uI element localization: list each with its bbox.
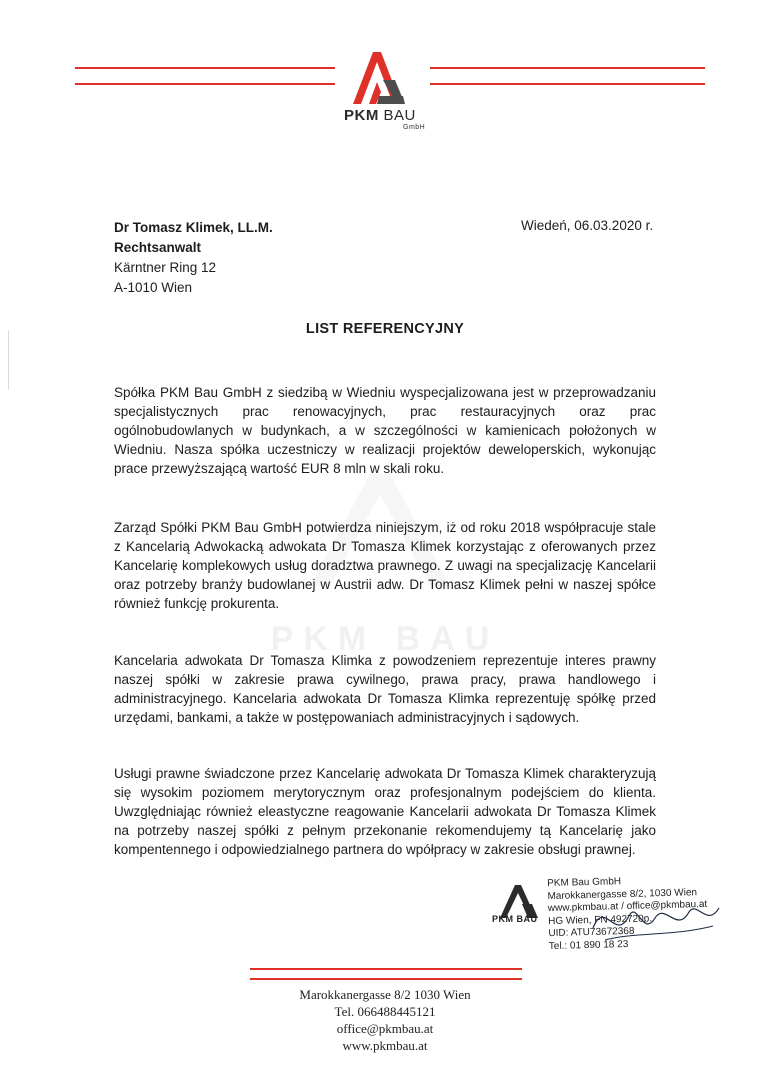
footer-email: office@pkmbau.at	[336, 1021, 434, 1036]
footer-rule-top	[250, 968, 522, 970]
stamp-line-5: UID: ATU73672368	[548, 926, 635, 940]
letter-date: Wiedeń, 06.03.2020 r.	[521, 218, 654, 233]
logo-brand-bold: PKM	[344, 107, 379, 124]
header-rule-left-bottom	[75, 83, 335, 85]
footer-web: www.pkmbau.at	[342, 1038, 428, 1053]
logo-brand-rest: BAU	[383, 107, 416, 124]
paragraph-4: Usługi prawne świadczone przez Kancelarię adwokata Dr Tomasza Klimek charakteryzują się wysokim poziomem merytorycznym oraz profesjonalnym podejściem do klienta. Uwzględniając również eleastyczne reagowanie Kancelarii adwokata Dr Tomasza Klimek na potrzeby naszej spółki z pełnym przekonanie rekomendujemy tą Kancelarię jako kompentennego i odpowiedzialnego partnera do wpółpracy w zakresie obsługi prawnej.	[114, 766, 656, 857]
stamp-line-4: HG Wien, FN 492720p.	[548, 913, 653, 927]
stamp-line-6: Tel.: 01 890 18 23	[548, 938, 629, 953]
paragraph-1: Spółka PKM Bau GmbH z siedzibą w Wiedniu wyspecjalizowana jest w przeprowadzaniu specjalistycznych prac renowacyjnych, prac restauracyjnych oraz prac ogólnobudowlanych w budynkach, a w szczególności w kamienicach położonych w Wiedniu. Nasza spółka uczestniczy w realizacji projektów deweloperskich, wykonując prace przewyższającą wartość EUR 8 mln w skali roku.	[114, 385, 656, 476]
addressee-street: Kärntner Ring 12	[114, 260, 217, 275]
paragraph-3: Kancelaria adwokata Dr Tomasza Klimka z powodzeniem reprezentuje interes prawny naszej spółki w zakresie prawa cywilnego, prawa pracy, prawa handlowego i administracyjnego. Kancelaria adwokata Dr Tomasza Klimka reprezentuję spółkę przed urzędami, bankami, a także w postępowaniach administracyjnych i sądowych.	[114, 653, 656, 725]
logo-wordmark	[344, 107, 434, 124]
stamp-line-2: Marokkanergasse 8/2, 1030 Wien	[547, 886, 698, 902]
stamp-line-1: PKM Bau GmbH	[547, 876, 622, 890]
header-rule-right-bottom	[430, 83, 705, 85]
header-rule-right-top	[430, 67, 705, 69]
paragraph-2: Zarząd Spółki PKM Bau GmbH potwierdza niniejszym, iż od roku 2018 współpracuje stale z Kancelarią Adwokacką adwokata Dr Tomasza Klimek korzystając z oferowanych przez Kancelarię komplekowych usług doradztwa prawnego. Z uwagi na specjalizację Kancelarii oraz potrzeby branży budowlanej w Austrii adw. Dr Tomasz Klimek pełni w naszej spółce również funkcję prokurenta.	[114, 520, 656, 611]
logo-subtitle: GmbH	[403, 124, 426, 131]
scan-edge-mark	[8, 330, 9, 390]
letter-title: LIST REFERENCYJNY	[305, 321, 465, 337]
footer-rule-bottom	[250, 978, 522, 980]
footer-contact	[0, 986, 770, 1054]
addressee-block	[114, 218, 273, 298]
stamp-line-3: www.pkmbau.at / office@pkmbau.at	[547, 899, 708, 915]
handwritten-signature	[585, 888, 725, 958]
addressee-name: Dr Tomasz Klimek, LL.M.	[114, 220, 273, 235]
watermark-text: PKM BAU	[270, 620, 500, 658]
pkm-logo-icon	[343, 50, 415, 112]
addressee-city: A-1010 Wien	[114, 280, 193, 295]
header-rule-left-top	[75, 67, 335, 69]
footer-phone: Tel. 066488445121	[334, 1004, 436, 1019]
stamp-brand: PKM BAU	[492, 914, 538, 924]
footer-address: Marokkanergasse 8/2 1030 Wien	[299, 987, 471, 1002]
addressee-role: Rechtsanwalt	[114, 240, 202, 255]
